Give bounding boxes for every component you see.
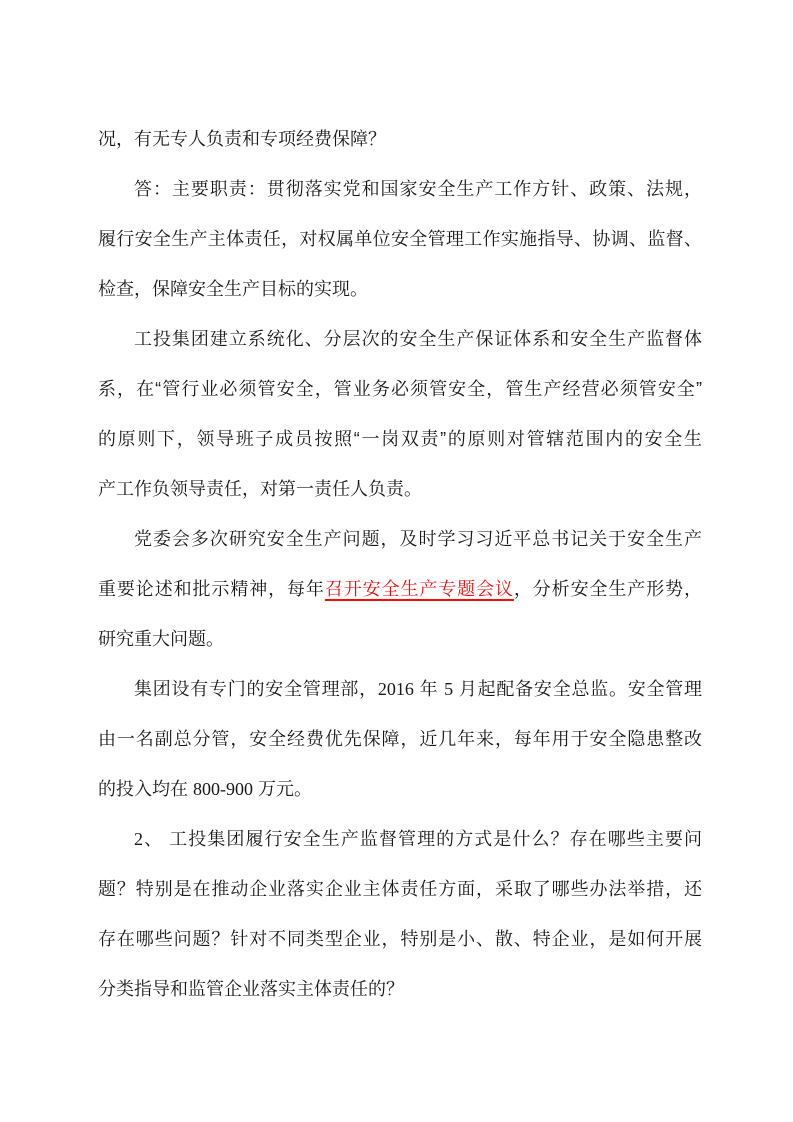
text-line <box>98 814 702 864</box>
body-text: 集团设有专门的安全管理部， <box>134 679 378 699</box>
text-line <box>98 614 702 664</box>
body-text: 工投集团建立系统化、分层次的安全生产保证体系和安全生产监督体 <box>134 329 702 349</box>
body-text: 年 <box>413 679 445 699</box>
text-line <box>98 964 702 1014</box>
highlighted-text: 召开安全生产专题会议 <box>324 579 514 599</box>
text-line <box>98 664 702 714</box>
body-text: 履行安全生产主体责任，对权属单位安全管理工作实施指导、协调、监督、 <box>98 229 702 249</box>
text-line <box>98 214 702 264</box>
body-text: 产工作负领导责任，对第一责任人负责。 <box>98 479 422 499</box>
body-text: 况，有无专人负责和专项经费保障？ <box>98 129 386 149</box>
text-line <box>98 514 702 564</box>
text-line <box>98 764 702 814</box>
body-text: 研究重大问题。 <box>98 629 224 649</box>
body-text: 月起配备安全总监。安全管理 <box>453 679 702 699</box>
text-line <box>98 114 702 164</box>
body-text: ，分析安全生产形势， <box>513 579 702 599</box>
text-line <box>98 414 702 464</box>
body-text: 存在哪些问题？针对不同类型企业，特别是小、散、特企业，是如何开展 <box>98 929 702 949</box>
text-line <box>98 314 702 364</box>
body-text: 由一名副总分管，安全经费优先保障，近几年来，每年用于安全隐患整改 <box>98 729 702 749</box>
latin-text: 2 <box>134 829 143 849</box>
text-line <box>98 864 702 914</box>
text-line <box>98 914 702 964</box>
text-line <box>98 264 702 314</box>
body-text: 答：主要职责：贯彻落实党和国家安全生产工作方针、政策、法规， <box>134 179 702 199</box>
body-text: 、 工投集团履行安全生产监督管理的方式是什么？存在哪些主要问 <box>143 829 702 849</box>
body-text: 检查，保障安全生产目标的实现。 <box>98 279 368 299</box>
body-text: 的投入均在 <box>98 779 194 799</box>
text-line <box>98 714 702 764</box>
body-text: 的原则下，领导班子成员按照“一岗双责”的原则对管辖范围内的安全生 <box>98 429 702 449</box>
body-text: 分类指导和监管企业落实主体责任的？ <box>98 979 404 999</box>
latin-text: 2016 <box>377 679 414 699</box>
text-line <box>98 464 702 514</box>
text-line <box>98 364 702 414</box>
body-text: 重要论述和批示精神，每年 <box>98 579 325 599</box>
body-text: 万元。 <box>253 779 313 799</box>
text-line <box>98 164 702 214</box>
text-line <box>98 564 702 614</box>
body-text: 系，在“管行业必须管安全，管业务必须管安全，管生产经营必须管安全” <box>98 379 702 399</box>
body-text: 党委会多次研究安全生产问题，及时学习习近平总书记关于安全生产 <box>134 529 702 549</box>
body-text: 题？特别是在推动企业落实企业主体责任方面，采取了哪些办法举措，还 <box>98 879 702 899</box>
latin-text: 5 <box>444 679 454 699</box>
latin-text: 800-900 <box>193 779 254 799</box>
document-body <box>98 114 702 1014</box>
